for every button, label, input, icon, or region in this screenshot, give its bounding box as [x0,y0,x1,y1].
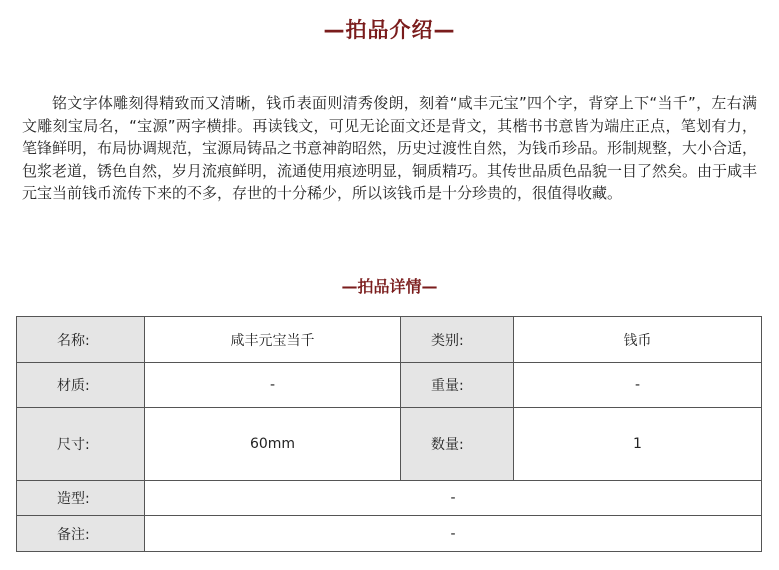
name-value: 咸丰元宝当千 [145,317,401,363]
weight-label: 重量: [401,363,514,408]
intro-section-title: —拍品介绍— [323,18,456,42]
details-table [16,316,762,552]
material-value: - [145,363,401,408]
weight-value: - [514,363,762,408]
material-label: 材质: [17,363,145,408]
table-row [17,481,762,516]
name-label: 名称: [17,317,145,363]
category-value: 钱币 [514,317,762,363]
shape-label: 造型: [17,481,145,516]
remark-label: 备注: [17,516,145,552]
category-label: 类别: [401,317,514,363]
size-value: 60mm [145,408,401,481]
intro-paragraph: 铭文字体雕刻得精致而又清晰，钱币表面则清秀俊朗，刻着“咸丰元宝”四个字，背穿上下“当千”，左右满文雕刻宝局名，“宝源”两字横排。再读钱文，可见无论面文还是背文，其楷书书意皆为端庄正点，笔划有力，笔锋鲜明，布局协调规范，宝源局铸品之书意神韵昭然，历史过渡性自然，为钱币珍品。形制规整，大小合适，包浆老道，锈色自然，岁月流痕鲜明，流通使用痕迹明显，铜质精巧。其传世品质色品貌一目了然矣。由于咸丰元宝当前钱币流传下来的不多，存世的十分稀少，所以该钱币是十分珍贵的，很值得收藏。 [22,94,758,203]
size-label: 尺寸: [17,408,145,481]
table-row [17,317,762,363]
table-row [17,516,762,552]
quantity-label: 数量: [401,408,514,481]
table-row [17,363,762,408]
table-row [17,408,762,481]
shape-value: - [145,481,762,516]
details-section-title: —拍品详情— [341,277,438,296]
quantity-value: 1 [514,408,762,481]
remark-value: - [145,516,762,552]
